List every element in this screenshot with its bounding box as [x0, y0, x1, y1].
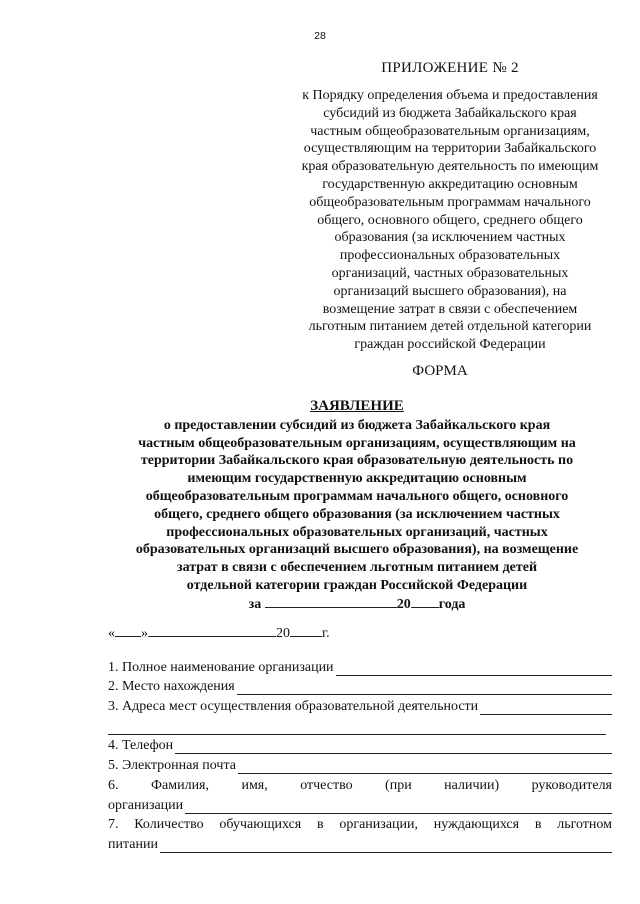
- field-label-word: льготном: [557, 817, 612, 833]
- field-label-word: обучающихся: [219, 817, 302, 833]
- field-label-word: имя,: [241, 777, 268, 793]
- appendix-line: образования (за исключением частных: [334, 230, 566, 246]
- appendix-line: профессиональных образовательных: [339, 248, 561, 264]
- appendix-line: граждан российской Федерации: [354, 337, 546, 353]
- statement-line: территории Забайкальского края образовательную деятельность по: [140, 453, 574, 469]
- appendix-line: края образовательную деятельность по имеющим: [301, 159, 599, 175]
- statement-line: имеющим государственную аккредитацию основным: [187, 471, 527, 487]
- appendix-line: льготным питанием детей отдельной категории: [308, 319, 592, 335]
- statement-line: общего, среднего общего образования (за исключением частных: [154, 506, 560, 522]
- field-addresses: [108, 695, 612, 715]
- addresses-input[interactable]: [480, 702, 612, 715]
- field-organization-name: [108, 656, 612, 676]
- appendix-line: осуществляющим на территории Забайкальского: [303, 141, 597, 157]
- statement-heading: [88, 398, 626, 614]
- field-label: 1. Полное наименование организации: [108, 659, 334, 675]
- year-suffix: г.: [322, 626, 330, 641]
- appendix-line: общего, основного общего, среднего общего: [317, 212, 583, 228]
- field-label-word: руководителя: [531, 777, 612, 793]
- field-label-word: отчество: [300, 777, 353, 793]
- appendix-line: субсидий из бюджета Забайкальского края: [323, 105, 577, 121]
- statement-title: ЗАЯВЛЕНИЕ: [310, 398, 404, 414]
- field-head-name: [108, 794, 612, 814]
- period-suffix: года: [438, 596, 466, 612]
- statement-line: образовательных организаций высшего образования), на возмещение: [135, 542, 579, 558]
- statement-line: частным общеобразовательным организациям, осуществляющим на: [138, 435, 576, 451]
- field-label: 3. Адреса мест осуществления образовательной деятельности: [108, 699, 479, 715]
- period-blank[interactable]: [265, 595, 397, 608]
- date-line: [108, 624, 330, 642]
- field-label-word: наличии): [444, 777, 500, 793]
- field-label-word: (при: [385, 777, 412, 793]
- appendix-title: ПРИЛОЖЕНИЕ № 2: [381, 60, 519, 76]
- field-label-word: 6.: [108, 777, 119, 793]
- open-quote: «: [108, 626, 115, 641]
- appendix-line: возмещение затрат в связи с обеспечением: [322, 301, 578, 317]
- year-prefix: 20: [276, 626, 290, 641]
- day-blank[interactable]: [115, 624, 141, 637]
- appendix-line: организаций, частных образовательных: [331, 265, 569, 281]
- field-phone: [108, 735, 612, 755]
- form-fields: [108, 656, 612, 853]
- appendix-text: [283, 87, 617, 354]
- close-quote: »: [141, 626, 148, 641]
- statement-period-line: [88, 595, 626, 614]
- field-label-word: нуждающихся: [433, 817, 520, 833]
- field-label: 4. Телефон: [108, 738, 174, 754]
- statement-line: профессиональных образовательных организаций, частных: [166, 524, 548, 540]
- page-number: 28: [314, 30, 326, 42]
- period-prefix: за: [248, 596, 262, 612]
- field-location: [108, 676, 612, 696]
- field-label-word: Количество: [134, 817, 204, 833]
- field-label: 2. Место нахождения: [108, 679, 235, 695]
- period-year-blank[interactable]: [411, 595, 439, 608]
- field-label: 5. Электронная почта: [108, 758, 236, 774]
- field-email: [108, 754, 612, 774]
- location-input[interactable]: [237, 682, 612, 695]
- appendix-line: государственную аккредитацию основным: [322, 176, 578, 192]
- field-head-name-label: [108, 774, 612, 794]
- field-label: питании: [108, 836, 158, 852]
- field-students-count: [108, 833, 612, 853]
- statement-line: отдельной категории граждан Российской Федерации: [186, 577, 528, 593]
- field-students-count-label: [108, 814, 612, 834]
- statement-line: затрат в связи с обеспечением льготным питанием детей: [176, 560, 538, 576]
- organization-name-input[interactable]: [336, 663, 612, 676]
- field-label-word: в: [534, 817, 542, 833]
- field-label: организации: [108, 797, 184, 813]
- addresses-input-continued[interactable]: [108, 722, 606, 735]
- students-count-input[interactable]: [160, 840, 612, 853]
- form-label: ФОРМА: [412, 363, 468, 379]
- appendix-line: организаций высшего образования), на: [333, 283, 567, 299]
- month-blank[interactable]: [148, 624, 276, 637]
- appendix-line: к Порядку определения объема и предоставления: [302, 88, 598, 103]
- field-addresses-continued: [108, 715, 612, 735]
- period-year-prefix: 20: [396, 596, 411, 612]
- appendix-line: общеобразовательным программам начального: [309, 194, 591, 210]
- appendix-line: частным общеобразовательным организациям,: [310, 123, 590, 139]
- year-blank[interactable]: [290, 624, 322, 637]
- field-label-word: 7.: [108, 817, 119, 833]
- field-label-word: в: [316, 817, 324, 833]
- statement-line: о предоставлении субсидий из бюджета Забайкальского края: [163, 417, 551, 433]
- email-input[interactable]: [238, 761, 612, 774]
- head-name-input[interactable]: [185, 801, 612, 814]
- field-label-word: Фамилия,: [150, 777, 209, 793]
- statement-line: общеобразовательным программам начального общего, основного: [145, 488, 569, 504]
- field-label-word: организации,: [339, 817, 419, 833]
- phone-input[interactable]: [175, 741, 612, 754]
